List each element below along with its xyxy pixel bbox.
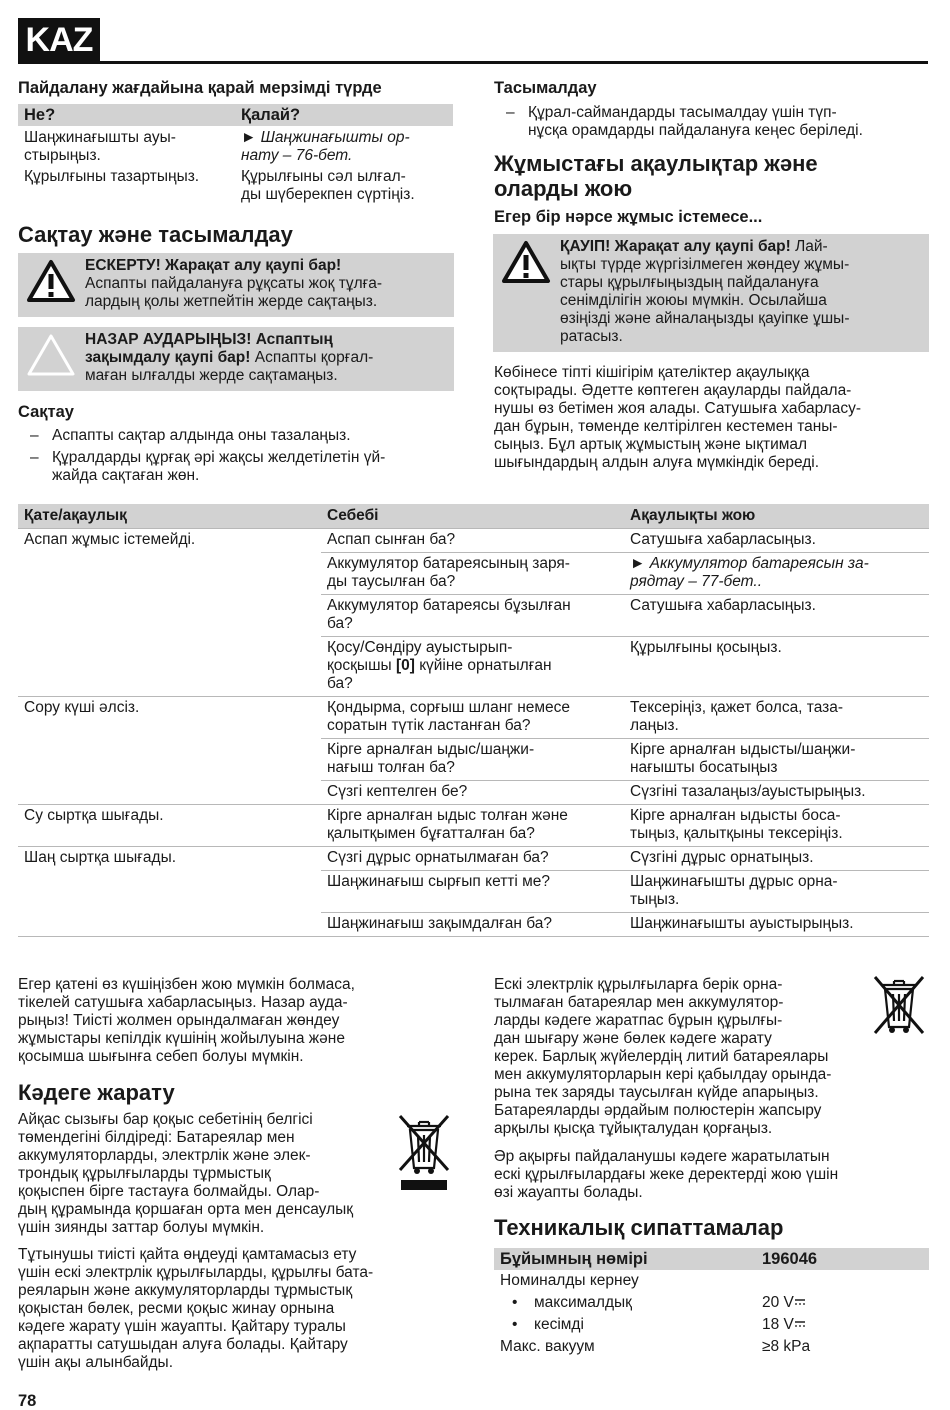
warning-triangle-icon [501,240,551,284]
attention-box: НАЗАР АУДАРЫҢЫЗ! Аспаптың зақымдалу қаупі бар! Аспапты қорғал- маған ылғалды жерде сақтамаңыз. [18,327,454,391]
faults-paragraph: Көбінесе тіпті кішігірім қателіктер ақаулыққа соқтырады. Әдетте көптеген ақауларды пайдала- нушы өз бетімен жоя алады. Сатушыға хабарласу- дан бұрын, төменде келтірілген кестемен таны- сыңыз. Бұл артық жұмыстың және ықтимал шығындардың алдын алуға мүмкіндік береді. [494,364,862,471]
warning-box: ЕСКЕРТУ! Жарақат алу қаупі бар! Аспапты пайдалануға рұқсаты жоқ тұлға- лардың қолы жетпейтін жерде сақтаңыз. [18,253,454,317]
table-row: Кірге арналған ыдыс/шаңжи- нағыш толған ба? Кірге арналған ыдысты/шаңжи- нағышты босатыңыз [18,739,929,781]
language-badge: KAZ [18,18,100,62]
warning-title: ЕСКЕРТУ! Жарақат алу қаупі бар! [85,257,342,274]
warning-triangle-icon [26,259,76,303]
col-fault: Қате/ақаулық [18,504,321,529]
transport-heading: Тасымалдау [494,79,597,97]
specs-table [494,1248,929,1358]
list-item: – Аспапты сақтар алдында оны тазалаңыз. [18,427,458,445]
cell-what: Шаңжинағышты ауы- стырыңыз. [24,129,176,164]
cell-what: Құрылғыны тазартыңыз. [24,168,200,185]
table-row: Сору күші әлсіз. Қондырма, сорғыш шланг немесе соратын түтік ластанған ба? Тексеріңіз, қажет болса, таза- лаңыз. [18,697,929,739]
table-row: Аспап жұмыс істемейді. Аспап сынған ба? Сатушыға хабарласыңыз. [18,529,929,553]
col-what: Не? [24,106,56,124]
danger-box: ҚАУІП! Жарақат алу қаупі бар! Лай- ықты түрде жүргізілмеген жөндеу жұмы- стары құрылғыңыздың пайдалануға сенімділігін жоюы мүмкін. Осылайша өзіңізді және айналаңызды қауіпке ұшы- ратасыз. [493,234,929,352]
table-row: Сүзгі кептелген бе? Сүзгіні тазалаңыз/ауыстырыңыз. [18,781,929,805]
caution-triangle-icon [26,333,76,377]
page-number: 78 [18,1392,37,1410]
table-row: • кесімді 18 V [494,1314,929,1336]
maintenance-table [18,104,453,204]
disposal-heading: Кәдеге жарату [18,1080,175,1105]
disposal-paragraph-4: Әр ақырғы пайдаланушы кәдеге жаратылатын ескі құрылғылардағы жеке деректерді жою үшін өзі жауапты болады. [494,1148,839,1201]
cell-how: Құрылғыны сәл ылғал- ды шүберекпен сүртіңіз. [241,168,415,203]
transport-list [494,104,934,144]
crossed-bin-icon [395,1110,453,1194]
list-item: – Құрал-саймандарды тасымалдау үшін түп- нұсқа орамдарды пайдалануға кеңес беріледі. [494,104,934,140]
disposal-paragraph-1: Айқас сызығы бар қоқыс себетінің белгісі төмендегіні білдіреді: Батареялар мен аккумуляторларды, электрлік және элек- трондық құрылғыларды тұрмыстық қоқыспен бірге тастауға болмайды. Олар- дың құрамында қоршаған орта мен денсаулық үшін зиянды заттар болуы мүмкін. [18,1111,354,1236]
table-row: Шаңжинағыш сырғып кетті ме? Шаңжинағышты дұрыс орна- тыңыз. [18,871,929,913]
table-row: Аккумулятор батареясы бұзылған ба? Сатушыға хабарласыңыз. [18,595,929,637]
list-item: – Құралдарды құрғақ әрі жақсы желдетілетін үй- жайда сақтаған жөн. [18,449,458,485]
table-row: Номиналды кернеу [500,1272,639,1289]
specs-col-label: Бұйымның нөмірі [500,1250,648,1268]
fault-table [18,504,929,937]
table-row: Шаң сыртқа шығады. Сүзгі дұрыс орнатылмаған ба? Сүзгіні дұрыс орнатыңыз. [18,847,929,871]
faults-heading: Жұмыстағы ақаулықтар және оларды жою [494,151,818,201]
maintenance-heading: Пайдалану жағдайына қарай мерзімді түрде [18,79,382,97]
table-row: • максималдық 20 V [494,1292,929,1314]
table-row: Қосу/Сөндіру ауыстырып- қосқышы [0] күйіне орнатылған ба? Құрылғыны қосыңыз. [18,637,929,697]
crossed-bin-battery-icon [870,975,928,1037]
dc-symbol-icon [794,1297,806,1307]
table-row: Макс. вакуум ≥8 kPa [500,1338,811,1355]
storage-list [18,427,458,489]
repair-note: Егер қатені өз күшіңізбен жою мүмкін болмаса, тікелей сатушыға хабарласыңыз. Назар ауда- рыңыз! Тиісті жолмен орындалмаған жөндеу жұмыстары кепілдік күшінің жойылуына және қосымша шығынға себеп болуы мүмкін. [18,976,355,1065]
cell-how: ► Шаңжинағышты ор- нату – 76-бет. [241,129,410,164]
col-remedy: Ақаулықты жою [624,504,929,529]
storage-subheading: Сақтау [18,403,74,421]
table-row: Шаңжинағыш зақымдалған ба? Шаңжинағышты ауыстырыңыз. [18,913,929,937]
specs-heading: Техникалық сипаттамалар [494,1215,784,1240]
faults-subheading: Егер бір нәрсе жұмыс істемесе... [494,208,763,226]
header-rule [18,61,928,64]
storage-heading: Сақтау және тасымалдау [18,222,293,247]
specs-col-value: 196046 [762,1250,818,1268]
disposal-paragraph-2: Тұтынушы тиісті қайта өңдеуді қамтамасыз ету үшін ескі электрлік құрылғыларды, құрылғы бата- реяларын және аккумуляторларды тұрмыстық қоқыстан бөлек, ресми қоқыс жинау орнына кәдеге жарату үшін жауапты. Қайтару туралы ақпаратты сатушыдан алуға болады. Қайтару үшін ақы алынбайды. [18,1246,374,1371]
col-how: Қалай? [241,106,301,124]
disposal-paragraph-3: Ескі электрлік құрылғыларға берік орна- тылмаған батареялар мен аккумулятор- ларды кәдеге жаратпас бұрын құрылғы- дан шығару және бөлек кәдеге жарату керек. Барлық жүйелердің литий батареялары мен аккумуляторларын кері қабылдау орында- рына тек заряды таусылған күйде апарыңыз. Батареяларды әрдайым полюстерін жапсыру арқылы қысқа тұйықталудан қорғаңыз. [494,976,832,1137]
table-row: Аккумулятор батареясының заря- ды таусылған ба? ► Аккумулятор батареясын за- рядтау – 77-бет.. [18,553,929,595]
table-row: Су сыртқа шығады. Кірге арналған ыдыс толған және қалытқымен бұғатталған ба? Кірге арналған ыдысты боса- тыңыз, қалытқыны тексеріңіз. [18,805,929,847]
col-cause: Себебі [321,504,624,529]
dc-symbol-icon [794,1319,806,1329]
